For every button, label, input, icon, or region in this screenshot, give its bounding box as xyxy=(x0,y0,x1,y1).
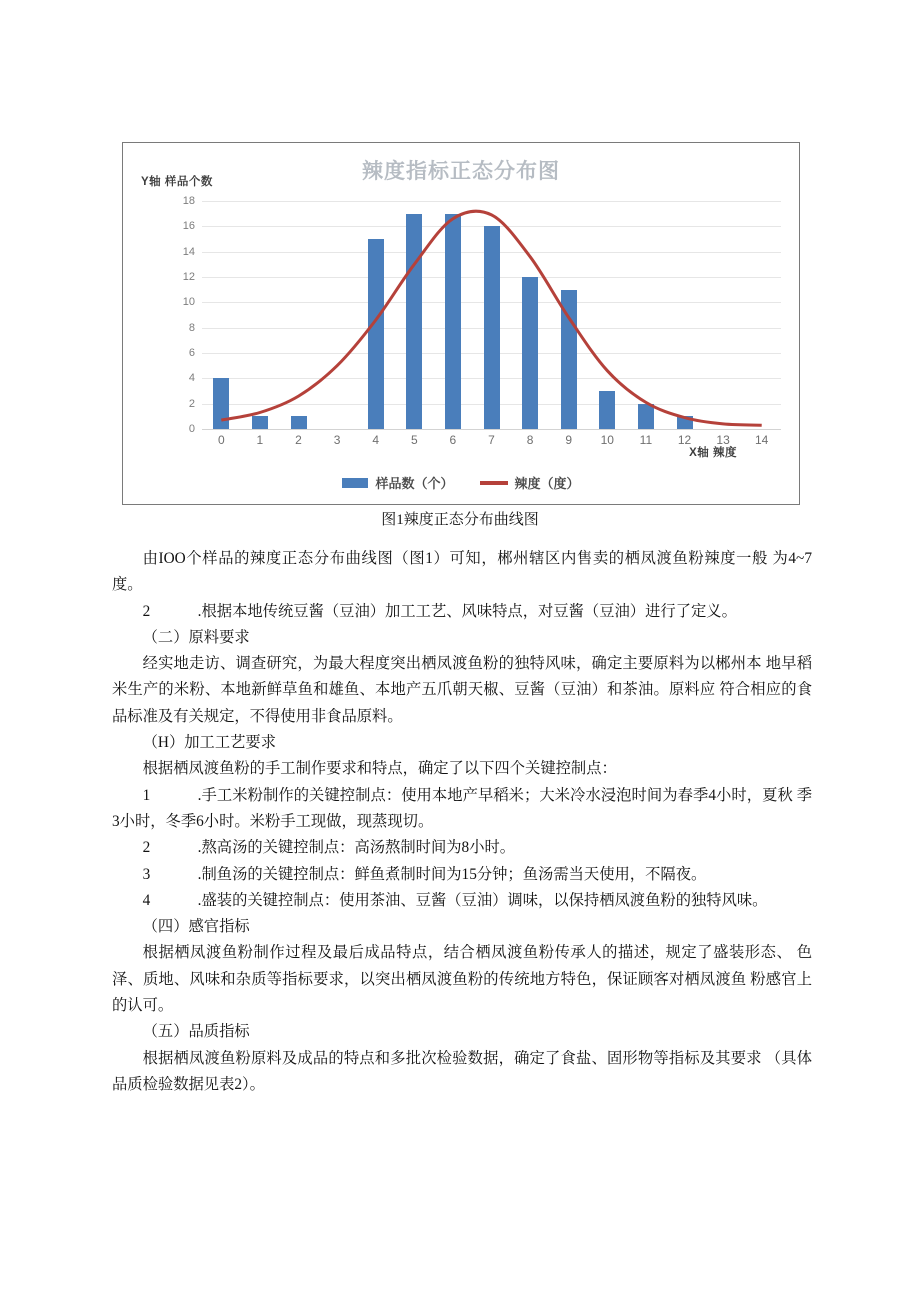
numbered-paragraph xyxy=(112,888,812,914)
y-tick-label: 12 xyxy=(182,271,195,283)
paragraph: 根据栖凤渡鱼粉的手工制作要求和特点，确定了以下四个关键控制点： xyxy=(142,760,617,778)
paragraph: 根据栖凤渡鱼粉制作过程及最后成品特点，结合栖凤渡鱼粉传承人的描述，规定了盛装形态、 色泽、质地、风味和杂质等指标要求，以突出栖凤渡鱼粉的传统地方特色，保证顾客对栖凤渡鱼 粉感官上的认可。 xyxy=(112,944,812,1015)
y-tick-label: 0 xyxy=(188,423,195,435)
x-tick-label: 10 xyxy=(600,433,614,447)
list-marker: 1 xyxy=(142,786,151,804)
y-tick-label: 8 xyxy=(188,321,195,334)
normal-distribution-curve xyxy=(202,201,781,429)
x-tick-label: 13 xyxy=(716,433,730,447)
plot-area xyxy=(169,195,781,435)
x-tick-label: 6 xyxy=(449,433,457,447)
paragraph-text: .盛装的关键控制点：使用茶油、豆酱（豆油）调味，以保持栖凤渡鱼粉的独特风味。 xyxy=(197,891,768,909)
paragraph-text: .根据本地传统豆酱（豆油）加工工艺、风味特点，对豆酱（豆油）进行了定义。 xyxy=(197,602,737,620)
legend-label-line: 辣度（度） xyxy=(514,476,580,491)
y-tick-label: 6 xyxy=(188,347,195,359)
paragraph: 经实地走访、调查研究，为最大程度突出栖凤渡鱼粉的独特风味，确定主要原料为以郴州本 地早稻米生产的米粉、本地新鲜草鱼和雄鱼、本地产五爪朝天椒、豆酱（豆油）和茶油。原料应 符合相应的食品标准及有关规定，不得使用非食品原料。 xyxy=(112,655,812,725)
y-tick-label: 18 xyxy=(182,195,195,207)
figure-caption: 图1辣度正态分布曲线图 xyxy=(381,512,539,528)
paragraph: 根据栖凤渡鱼粉原料及成品的特点和多批次检验数据，确定了食盐、固形物等指标及其要求 （具体品质检验数据见表2）。 xyxy=(112,1049,812,1093)
y-axis-tick-labels xyxy=(169,195,195,435)
x-tick-label: 11 xyxy=(639,433,653,447)
legend-label-bars: 样品数（个） xyxy=(375,476,454,491)
x-tick-label: 5 xyxy=(410,433,418,447)
y-tick-label: 14 xyxy=(182,245,195,258)
paragraph: 由IOO个样品的辣度正态分布曲线图（图1）可知，郴州辖区内售卖的栖凤渡鱼粉辣度一般 为4~7度。 xyxy=(112,550,812,594)
paragraph-text: .手工米粉制作的关键控制点：使用本地产早稻米；大米冷水浸泡时间为春季4小时，夏秋 季3小时，冬季6小时。米粉手工现做，现蒸现切。 xyxy=(112,786,812,830)
y-tick-label: 4 xyxy=(188,372,195,385)
list-marker: 4 xyxy=(142,891,151,909)
y-tick-label: 16 xyxy=(182,220,195,233)
numbered-paragraph xyxy=(112,835,812,861)
numbered-paragraph xyxy=(112,599,812,625)
x-axis-title: X轴 辣度 xyxy=(689,447,737,459)
y-tick-label: 2 xyxy=(188,397,195,410)
numbered-paragraph xyxy=(112,862,812,888)
x-tick-label: 3 xyxy=(333,433,341,447)
chart-legend xyxy=(123,473,799,492)
section-heading: （四）感官指标 xyxy=(142,918,250,936)
legend-item-bars xyxy=(342,473,453,492)
x-tick-label: 12 xyxy=(677,433,692,447)
x-tick-label: 8 xyxy=(526,433,534,447)
y-axis-title: Y轴 样品个数 xyxy=(141,176,213,188)
x-tick-label: 2 xyxy=(295,433,302,447)
legend-item-line xyxy=(480,473,580,492)
section-heading: （五）品质指标 xyxy=(142,1023,250,1041)
gridline xyxy=(202,429,781,430)
x-axis-tick-labels xyxy=(202,433,781,451)
x-tick-label: 0 xyxy=(217,433,225,447)
curve-path xyxy=(221,211,761,425)
section-heading: （H）加工工艺要求 xyxy=(142,734,277,752)
legend-bar-swatch-icon xyxy=(342,478,368,488)
x-tick-label: 4 xyxy=(372,433,380,447)
y-tick-label: 10 xyxy=(182,296,195,309)
legend-line-swatch-icon xyxy=(480,481,508,485)
list-marker: 2 xyxy=(142,839,151,857)
x-tick-label: 9 xyxy=(565,433,573,447)
x-tick-label: 7 xyxy=(488,433,495,447)
numbered-paragraph xyxy=(112,783,812,836)
chart-figure xyxy=(122,142,800,505)
paragraph-text: .熬高汤的关键控制点：高汤熬制时间为8小时。 xyxy=(197,839,516,857)
x-tick-label: 14 xyxy=(755,433,769,447)
list-marker: 3 xyxy=(142,865,151,883)
grid-area xyxy=(202,201,781,429)
paragraph-text: .制鱼汤的关键控制点：鲜鱼煮制时间为15分钟；鱼汤需当天使用，不隔夜。 xyxy=(197,865,707,883)
document-body xyxy=(112,546,812,1098)
x-tick-label: 1 xyxy=(256,433,264,447)
chart-title: 辣度指标正态分布图 xyxy=(362,160,560,183)
list-marker: 2 xyxy=(142,602,151,620)
section-heading: （二）原料要求 xyxy=(142,628,250,646)
